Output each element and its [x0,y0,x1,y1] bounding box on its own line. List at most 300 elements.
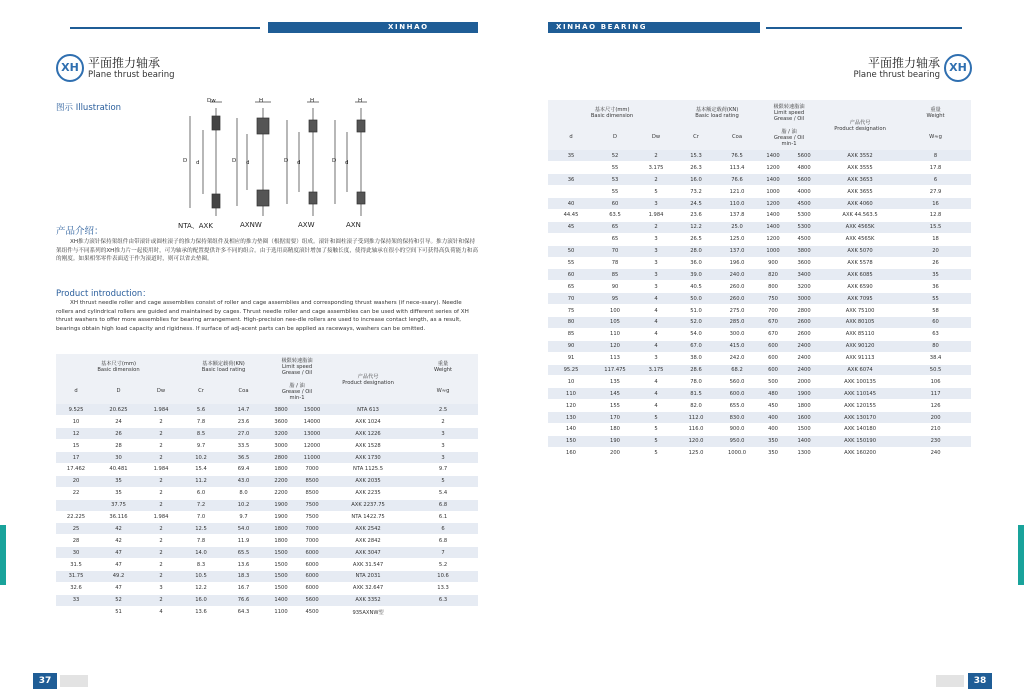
table-cell: 37.75 [96,499,141,511]
table-cell: 7 [408,547,478,559]
table-row [56,416,478,428]
table-row [56,523,478,535]
table-cell: 1800 [266,535,296,547]
table-cell: 1400 [758,174,788,186]
table-cell: 76.6 [716,174,758,186]
table-row [548,198,971,210]
table-cell: 9.525 [56,404,96,416]
table-cell: 1.984 [141,404,181,416]
table-cell: AXK 7095 [820,293,900,305]
table-cell: 9.7 [408,463,478,475]
table-row [56,428,478,440]
table-cell: 20 [900,245,971,257]
table-cell: 105 [594,316,636,328]
table-cell: 50.0 [676,293,716,305]
table-cell: 63 [900,328,971,340]
table-cell: 10.2 [181,452,221,464]
table-cell: 820 [758,269,788,281]
table-cell: AXK 5578 [820,257,900,269]
table-cell: AXK 32.647 [328,582,408,594]
table-cell: 110 [548,388,594,400]
col-Coa: Coa [221,378,266,404]
table-cell: 1600 [788,412,820,424]
table-cell: 113.4 [716,162,758,174]
page-title-en: Plane thrust bearing [853,70,940,80]
table-cell: 22 [56,487,96,499]
header-band [268,22,478,42]
table-row [56,452,478,464]
table-cell: 22.225 [56,511,96,523]
table-cell: 135 [594,376,636,388]
table-cell: 275.0 [716,305,758,317]
dim-dw-label: Dw [207,98,216,104]
table-cell: 64.3 [221,606,266,618]
table-cell: 1400 [758,221,788,233]
table-cell: 4 [636,328,676,340]
table-cell: 1500 [266,582,296,594]
table-cell: 1000.0 [716,447,758,459]
side-tab [1018,525,1024,585]
table-cell: 3800 [788,245,820,257]
table-cell: 8.0 [221,487,266,499]
xh-logo: XH [944,54,972,82]
intro-cn-text: XH推力滚针保持架组件由带滚针或圆柱滚子的推力保持架组件及相应的推力垫圈（根据需要）组成。滚针和圆柱滚子受到推力保持架的保持和引导。推力滚针和保持架组件与不同系列的XH推力片一起使用时，可为轴承的配置提供许多不同的组合。由于选用高精度滚针增加了接触长度，使得此轴承在很小的空间下可获得高负荷能力和高的刚度。如果相邻零件表面适于作为滚道时，则可以省去垫圈。 [56,239,478,263]
table-row [548,412,971,424]
table-cell: 3 [636,198,676,210]
table-cell: AXK 1024 [328,416,408,428]
table-cell: NTA 1125.5 [328,463,408,475]
table-cell: 3 [408,428,478,440]
table-cell: 3 [636,257,676,269]
table-cell: 2 [141,440,181,452]
table-cell: 2 [141,416,181,428]
table-cell: 82.0 [676,400,716,412]
table-row [548,221,971,233]
table-cell: 5600 [296,594,328,606]
table-cell: 17 [56,452,96,464]
table-cell: 15.3 [676,150,716,162]
table-cell: 40.5 [676,281,716,293]
table-header [548,100,971,150]
table-cell: 85 [548,328,594,340]
table-cell: 6 [900,174,971,186]
table-cell: 36 [548,174,594,186]
table-cell: 3 [636,352,676,364]
table-cell: 45 [548,221,594,233]
table-cell: 1900 [266,511,296,523]
table-cell: 5300 [788,209,820,221]
table-cell: 4 [636,316,676,328]
table-cell: AXK 2035 [328,475,408,487]
table-cell: 42 [96,535,141,547]
table-cell: 15 [56,440,96,452]
table-cell: 120 [548,400,594,412]
table-cell: 32.6 [56,582,96,594]
table-row [56,499,478,511]
table-cell: 5 [636,186,676,198]
table-cell: 91 [548,352,594,364]
table-cell: 196.0 [716,257,758,269]
table-cell: 1400 [758,150,788,162]
table-row [56,511,478,523]
table-cell: 3 [408,440,478,452]
table-cell: 242.0 [716,352,758,364]
table-cell: 480 [758,388,788,400]
table-cell: 60 [548,269,594,281]
table-cell [548,186,594,198]
table-cell: 6.8 [408,499,478,511]
table-cell: 70 [594,245,636,257]
table-cell: AXK 90120 [820,340,900,352]
table-cell: 1400 [788,435,820,447]
table-cell: 900.0 [716,423,758,435]
col-Dw: Dw [636,124,676,150]
table-cell: 6000 [296,582,328,594]
table-cell: 55 [900,293,971,305]
dim-h-label: H [259,98,264,104]
table-cell: 1200 [758,233,788,245]
table-cell: 100 [594,305,636,317]
table-cell: 55 [548,257,594,269]
table-cell: 2600 [788,316,820,328]
table-cell: 4 [636,305,676,317]
table-cell: 1500 [266,570,296,582]
table-cell: 53 [594,174,636,186]
table-cell: 28.0 [676,245,716,257]
table-cell: 6.0 [181,487,221,499]
table-cell: 4500 [296,606,328,618]
table-cell: 7000 [296,463,328,475]
table-cell: 4500 [788,198,820,210]
table-cell: 1900 [266,499,296,511]
basic-dimension-header: 基本尺寸(mm) Basic dimension [548,100,676,124]
table-cell: 8 [900,150,971,162]
table-cell: 55 [594,186,636,198]
table-cell: 700 [758,305,788,317]
table-cell: 600 [758,340,788,352]
table-cell: AXK 3655 [820,186,900,198]
table-cell: AXK 6074 [820,364,900,376]
page-title-cn: 平面推力轴承 [867,56,940,70]
table-cell: 190 [594,435,636,447]
table-cell: 4000 [788,186,820,198]
table-cell [408,606,478,618]
table-cell: 350 [758,447,788,459]
table-cell: 47 [96,547,141,559]
table-cell: 350 [758,435,788,447]
intro-en-heading: Product introduction： [56,289,151,299]
table-cell: 1800 [788,400,820,412]
table-cell: 13.3 [408,582,478,594]
right-page [512,0,1024,699]
table-cell: 50 [548,245,594,257]
table-cell: 4500 [788,233,820,245]
table-cell: AXK 6085 [820,269,900,281]
table-cell: 113 [594,352,636,364]
table-cell: 1200 [758,162,788,174]
table-cell: 26 [900,257,971,269]
table-cell: NTA 613 [328,404,408,416]
table-cell: 180 [594,423,636,435]
table-row [548,186,971,198]
table-cell: 12.2 [676,221,716,233]
table-cell: 81.5 [676,388,716,400]
dim-D-label: D [332,158,337,164]
table-cell: 7500 [296,499,328,511]
col-Cr: Cr [676,124,716,150]
table-cell: 6000 [296,547,328,559]
table-cell: 3600 [788,257,820,269]
table-cell: 2 [141,428,181,440]
table-cell: 16.0 [181,594,221,606]
table-cell: AXK 75100 [820,305,900,317]
table-cell: 43.0 [221,475,266,487]
table-row [56,594,478,606]
table-cell: 33.5 [221,440,266,452]
table-cell: 24.5 [676,198,716,210]
table-cell: 9.7 [181,440,221,452]
table-cell: 12000 [296,440,328,452]
table-cell: 31.75 [56,570,96,582]
table-cell: 18.3 [221,570,266,582]
table-cell: 4 [636,340,676,352]
table-cell: 6.3 [408,594,478,606]
table-cell: 5.6 [181,404,221,416]
table-cell: 110.0 [716,198,758,210]
table-cell: 15.5 [900,221,971,233]
dim-d-label: d [246,160,250,166]
table-cell: 65 [548,281,594,293]
page-title-en: Plane thrust bearing [88,70,175,80]
table-cell: 2 [141,535,181,547]
table-cell: AXK 85110 [820,328,900,340]
table-cell: 120 [594,340,636,352]
table-cell: 15000 [296,404,328,416]
limit-speed-header: 极限转速脂油 Limit speed Grease / Oil [266,354,328,378]
table-cell: 5 [636,435,676,447]
table-cell: 38.4 [900,352,971,364]
table-cell: 260.0 [716,281,758,293]
table-cell: 116.0 [676,423,716,435]
table-cell: AXK 44.563.5 [820,209,900,221]
table-cell: 125.0 [676,447,716,459]
table-cell: 75 [548,305,594,317]
table-cell: 2800 [788,305,820,317]
table-cell: 14.0 [181,547,221,559]
table-cell: 2 [141,594,181,606]
table-cell: 3000 [266,440,296,452]
table-cell: 10 [56,416,96,428]
dim-D-label: D [284,158,289,164]
table-cell: 8500 [296,487,328,499]
table-cell: 26.3 [676,162,716,174]
table-cell: 4 [636,293,676,305]
drawing-tag: NTA、AXK [178,222,213,230]
table-cell: 1500 [266,547,296,559]
table-cell: 2 [141,559,181,571]
table-row [56,535,478,547]
table-row [548,388,971,400]
table-cell: 1300 [788,447,820,459]
table-cell: 85 [594,269,636,281]
brand-name: XINHAO BEARING [556,23,648,31]
table-cell: 36.5 [221,452,266,464]
table-cell: 13000 [296,428,328,440]
table-cell: 52.0 [676,316,716,328]
table-cell: 230 [900,435,971,447]
table-cell: 1400 [758,209,788,221]
table-cell: 54.0 [221,523,266,535]
col-Cr: Cr [181,378,221,404]
table-cell: 13.6 [181,606,221,618]
table-cell: 7000 [296,535,328,547]
table-cell: 3800 [266,404,296,416]
table-cell: 260.0 [716,293,758,305]
table-cell: 2600 [788,328,820,340]
table-cell: 63.5 [594,209,636,221]
table-cell: 240.0 [716,269,758,281]
table-row [548,316,971,328]
table-cell: 8500 [296,475,328,487]
table-row [56,404,478,416]
table-cell: 36 [900,281,971,293]
table-cell: NTA 2031 [328,570,408,582]
table-cell: AXK 1226 [328,428,408,440]
col-Dw: Dw [141,378,181,404]
table-cell: 30 [96,452,141,464]
table-cell: 137.0 [716,245,758,257]
table-cell: AXK 91113 [820,352,900,364]
table-cell: 52 [594,150,636,162]
table-cell: AXK 160200 [820,447,900,459]
table-row [548,340,971,352]
table-row [548,400,971,412]
table-cell: 2000 [788,376,820,388]
col-D: D [96,378,141,404]
weight-header: 重量 Weight [408,354,478,378]
table-cell: AXK 130170 [820,412,900,424]
table-cell: 5300 [788,221,820,233]
table-cell: 800 [758,281,788,293]
table-cell: 69.4 [221,463,266,475]
table-cell: 1800 [266,523,296,535]
table-cell: 35 [96,475,141,487]
table-cell: AXK 3653 [820,174,900,186]
table-row [548,293,971,305]
table-cell: 26 [96,428,141,440]
page-number: 38 [968,673,992,689]
table-cell: 76.5 [716,150,758,162]
table-row [548,364,971,376]
table-cell: 10.2 [221,499,266,511]
table-row [56,559,478,571]
side-tab [0,525,6,585]
table-cell: 1000 [758,186,788,198]
table-cell: 112.0 [676,412,716,424]
table-cell: 6000 [296,559,328,571]
table-cell: 11.9 [221,535,266,547]
footer-bar [60,675,88,687]
table-cell: 117.475 [594,364,636,376]
table-cell: AXK 6590 [820,281,900,293]
table-cell: 95 [594,293,636,305]
dim-d-label: d [196,160,200,166]
dim-h-label: H [358,98,363,104]
table-cell: 5.2 [408,559,478,571]
table-cell: 12.5 [181,523,221,535]
spec-table-left [56,354,478,619]
table-cell: 47 [96,559,141,571]
table-row [548,269,971,281]
table-cell: 25 [56,523,96,535]
weight-header: 重量 Weight [900,100,971,124]
table-cell: 160 [548,447,594,459]
col-weight: W≈g [408,378,478,404]
table-cell [548,162,594,174]
table-cell: 1.984 [141,463,181,475]
table-cell: 1500 [266,559,296,571]
table-cell: 1200 [758,198,788,210]
table-cell: AXK 4060 [820,198,900,210]
col-d: d [548,124,594,150]
table-cell: 16.7 [221,582,266,594]
table-row [56,582,478,594]
table-cell: 3200 [266,428,296,440]
table-cell: 14.7 [221,404,266,416]
table-cell: 120.0 [676,435,716,447]
table-cell: 47 [96,582,141,594]
table-cell: 1.984 [141,511,181,523]
table-cell: 40.481 [96,463,141,475]
table-cell: 121.0 [716,186,758,198]
table-cell: 1900 [788,388,820,400]
table-cell: 5.4 [408,487,478,499]
table-cell: 5 [636,412,676,424]
table-cell: 20 [56,475,96,487]
table-cell [548,233,594,245]
table-cell: 1400 [266,594,296,606]
table-cell: 78.0 [676,376,716,388]
table-row [56,487,478,499]
limit-speed-header: 极限转速脂油 Limit speed Grease / Oil [758,100,820,124]
table-cell: 2 [141,523,181,535]
table-cell: AXK 120155 [820,400,900,412]
table-cell: 55 [594,162,636,174]
table-cell: AXK 140180 [820,423,900,435]
table-cell: 155 [594,400,636,412]
table-cell: 73.2 [676,186,716,198]
table-cell: 3 [636,233,676,245]
table-cell: 39.0 [676,269,716,281]
table-cell: 25.0 [716,221,758,233]
table-cell: 117 [900,388,971,400]
table-cell: AXK 4565K [820,221,900,233]
table-cell: 3 [141,582,181,594]
basic-dimension-header: 基本尺寸(mm) Basic dimension [56,354,181,378]
table-cell: 2 [141,475,181,487]
product-code-header: 产品代号 Product designation [328,354,408,404]
table-cell: 76.6 [221,594,266,606]
table-cell: 2400 [788,352,820,364]
table-cell: 15.4 [181,463,221,475]
table-cell: AXK 110145 [820,388,900,400]
table-cell: 935AXNW型 [328,606,408,618]
table-cell: 285.0 [716,316,758,328]
table-cell: 58 [900,305,971,317]
table-cell: 30 [56,547,96,559]
drawing-tag: AXN [346,221,361,229]
spec-table-right [548,100,971,460]
